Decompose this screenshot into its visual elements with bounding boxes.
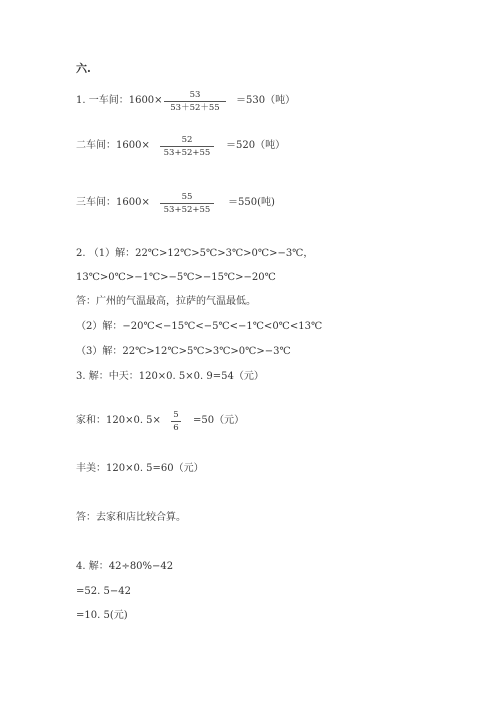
q3-line3: 丰美：120×0. 5=60（元） <box>76 463 204 474</box>
q1-line3-fraction <box>160 192 214 215</box>
q3-line2-result: =50（元） <box>193 415 245 426</box>
q1-line2-prefix: 二车间：1600× <box>76 140 150 151</box>
q2-line2: 13℃>0℃>−1℃>−5℃>−15℃>−20℃ <box>76 272 276 283</box>
q1-line2-fraction <box>160 135 214 158</box>
fraction-numerator: 52 <box>160 135 214 147</box>
section-title: 六. <box>76 62 91 75</box>
q4-line2: =52. 5−42 <box>76 586 131 597</box>
q1-line1-prefix: 1. 一车间：1600× <box>76 95 163 106</box>
q2-part3: （3）解：22℃>12℃>5℃>3℃>0℃>−3℃ <box>76 346 291 357</box>
fraction-denominator: 53+52+55 <box>163 205 211 215</box>
q2-line1: 2. （1）解：22℃>12℃>5℃>3℃>0℃>−3℃， <box>76 248 314 259</box>
fraction-denominator: 53+52+55 <box>163 148 211 158</box>
q3-line1: 3. 解：中天：120×0. 5×0. 9=54（元） <box>76 371 264 382</box>
q4-line1: 4. 解：42÷80%−42 <box>76 561 174 572</box>
q2-part2: （2）解：−20℃<−15℃<−5℃<−1℃<0℃<13℃ <box>76 321 323 332</box>
q1-line1-result: ＝530（吨） <box>236 95 296 106</box>
fraction-numerator: 53 <box>164 90 226 102</box>
q1-line1-fraction <box>164 90 226 113</box>
fraction-numerator: 5 <box>171 410 181 422</box>
q2-answer: 答：广州的气温最高，拉萨的气温最低。 <box>76 296 256 307</box>
q3-answer: 答：去家和店比较合算。 <box>76 512 186 523</box>
fraction-denominator: 53＋52＋55 <box>170 103 220 113</box>
fraction-numerator: 55 <box>160 192 214 204</box>
q1-line3-prefix: 三车间：1600× <box>76 197 150 208</box>
q4-line3: =10. 5(元) <box>76 610 128 621</box>
q3-line2-prefix: 家和：120×0. 5× <box>76 415 161 426</box>
q3-line2-fraction <box>171 410 181 433</box>
q1-line3-result: ＝550(吨) <box>228 197 275 208</box>
q1-line2-result: ＝520（吨） <box>226 140 286 151</box>
fraction-denominator: 6 <box>173 423 179 433</box>
